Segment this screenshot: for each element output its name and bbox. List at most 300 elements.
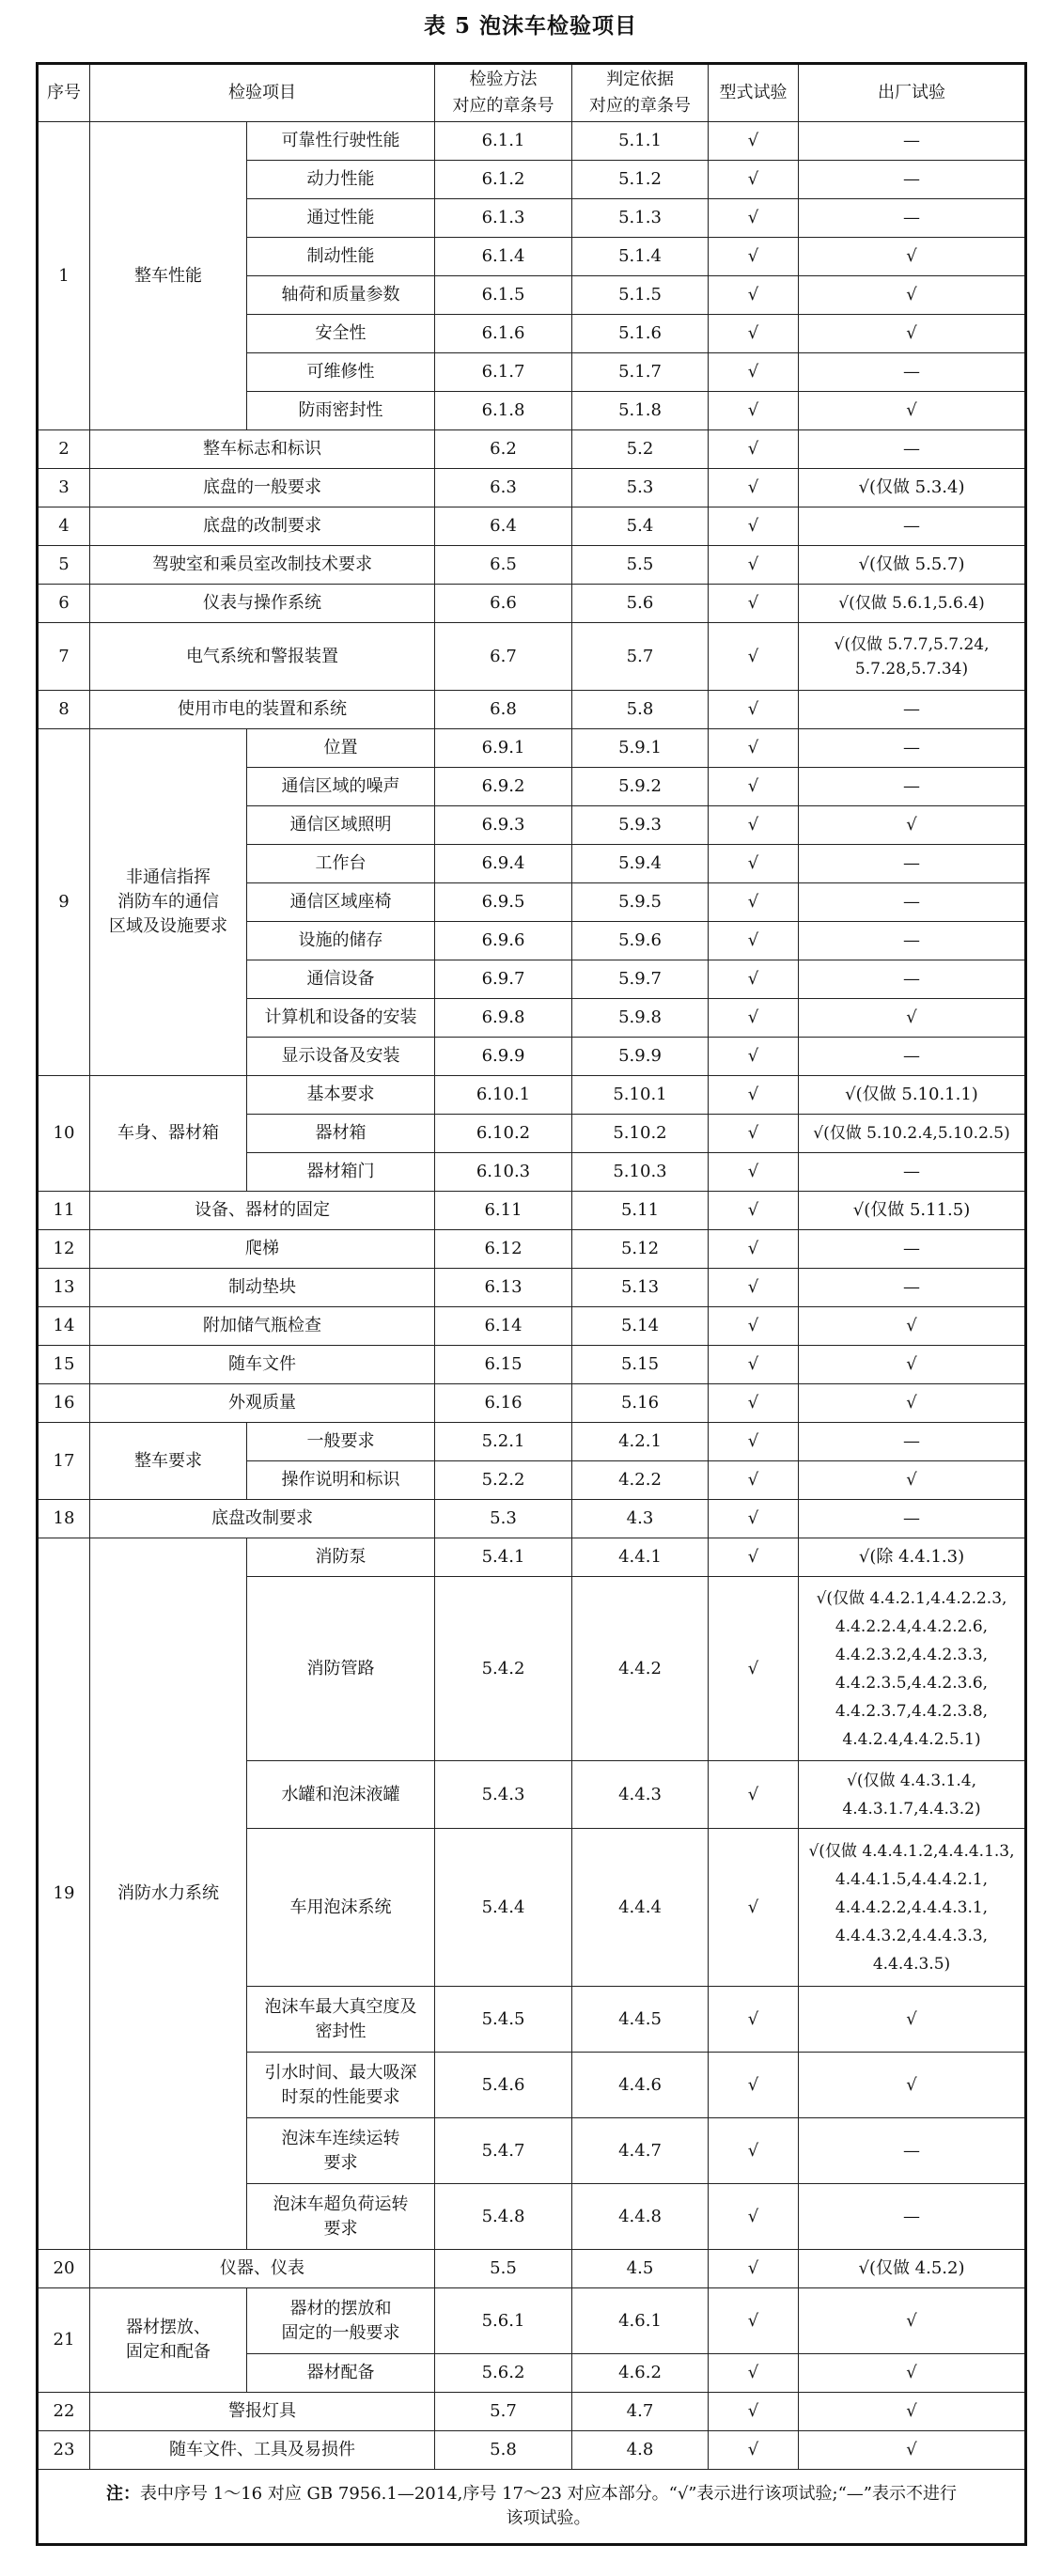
type-test-cell: √ bbox=[709, 883, 799, 922]
item-cell: 电气系统和警报装置 bbox=[90, 623, 435, 691]
method-cell: 5.6.1 bbox=[435, 2288, 572, 2354]
method-cell: 6.8 bbox=[435, 691, 572, 729]
type-test-cell: √ bbox=[709, 122, 799, 161]
type-test-cell: √ bbox=[709, 1346, 799, 1384]
judge-cell: 5.10.2 bbox=[572, 1115, 709, 1153]
factory-test-cell: √(仅做 4.4.3.1.4, 4.4.3.1.7,4.4.3.2) bbox=[799, 1761, 1026, 1829]
judge-cell: 5.14 bbox=[572, 1307, 709, 1346]
type-test-cell: √ bbox=[709, 1230, 799, 1269]
method-cell: 6.9.2 bbox=[435, 768, 572, 806]
type-test-cell: √ bbox=[709, 1384, 799, 1423]
type-test-cell: √ bbox=[709, 430, 799, 469]
seq-cell: 9 bbox=[38, 729, 90, 1076]
table-row bbox=[38, 623, 1026, 691]
method-cell: 6.16 bbox=[435, 1384, 572, 1423]
judge-cell: 5.1.5 bbox=[572, 276, 709, 315]
inspection-table bbox=[36, 62, 1027, 2546]
method-cell: 5.4.4 bbox=[435, 1829, 572, 1987]
table-row bbox=[38, 729, 1026, 768]
seq-cell: 2 bbox=[38, 430, 90, 469]
type-test-cell: √ bbox=[709, 1987, 799, 2053]
sub-item-cell: 设施的储存 bbox=[247, 922, 435, 960]
factory-test-cell: — bbox=[799, 507, 1026, 546]
sub-item-cell: 消防泵 bbox=[247, 1538, 435, 1577]
sub-item-cell: 通过性能 bbox=[247, 199, 435, 238]
factory-test-cell: — bbox=[799, 691, 1026, 729]
method-cell: 6.9.3 bbox=[435, 806, 572, 845]
factory-test-cell: √ bbox=[799, 392, 1026, 430]
type-test-cell: √ bbox=[709, 238, 799, 276]
factory-test-cell: √ bbox=[799, 1461, 1026, 1500]
judge-cell: 5.5 bbox=[572, 546, 709, 585]
header-method: 检验方法 对应的章条号 bbox=[435, 64, 572, 122]
type-test-cell: √ bbox=[709, 353, 799, 392]
type-test-cell: √ bbox=[709, 1269, 799, 1307]
type-test-cell: √ bbox=[709, 960, 799, 999]
type-test-cell: √ bbox=[709, 768, 799, 806]
sub-item-cell: 器材配备 bbox=[247, 2354, 435, 2393]
category-cell: 整车性能 bbox=[90, 122, 247, 430]
type-test-cell: √ bbox=[709, 2393, 799, 2431]
method-cell: 6.6 bbox=[435, 585, 572, 623]
type-test-cell: √ bbox=[709, 2184, 799, 2250]
table-row bbox=[38, 1230, 1026, 1269]
type-test-cell: √ bbox=[709, 922, 799, 960]
sub-item-cell: 可靠性行驶性能 bbox=[247, 122, 435, 161]
item-cell: 底盘的一般要求 bbox=[90, 469, 435, 507]
judge-cell: 4.2.1 bbox=[572, 1423, 709, 1461]
seq-cell: 13 bbox=[38, 1269, 90, 1307]
header-item: 检验项目 bbox=[90, 64, 435, 122]
type-test-cell: √ bbox=[709, 806, 799, 845]
header-seq: 序号 bbox=[38, 64, 90, 122]
seq-cell: 22 bbox=[38, 2393, 90, 2431]
seq-cell: 7 bbox=[38, 623, 90, 691]
method-cell: 6.1.4 bbox=[435, 238, 572, 276]
sub-item-cell: 工作台 bbox=[247, 845, 435, 883]
factory-test-cell: √(仅做 5.10.2.4,5.10.2.5) bbox=[799, 1115, 1026, 1153]
table-row bbox=[38, 585, 1026, 623]
category-cell: 整车要求 bbox=[90, 1423, 247, 1500]
sub-item-cell: 一般要求 bbox=[247, 1423, 435, 1461]
judge-cell: 5.1.6 bbox=[572, 315, 709, 353]
judge-cell: 5.1.7 bbox=[572, 353, 709, 392]
sub-item-cell: 计算机和设备的安装 bbox=[247, 999, 435, 1038]
type-test-cell: √ bbox=[709, 1761, 799, 1829]
factory-test-cell: √ bbox=[799, 2053, 1026, 2118]
table-row bbox=[38, 691, 1026, 729]
table-row bbox=[38, 1076, 1026, 1115]
factory-test-cell: — bbox=[799, 199, 1026, 238]
factory-test-cell: √ bbox=[799, 1987, 1026, 2053]
judge-cell: 5.12 bbox=[572, 1230, 709, 1269]
judge-cell: 5.9.7 bbox=[572, 960, 709, 999]
table-row bbox=[38, 2431, 1026, 2470]
item-cell: 整车标志和标识 bbox=[90, 430, 435, 469]
sub-item-cell: 可维修性 bbox=[247, 353, 435, 392]
method-cell: 6.11 bbox=[435, 1192, 572, 1230]
seq-cell: 14 bbox=[38, 1307, 90, 1346]
table-row bbox=[38, 122, 1026, 161]
judge-cell: 5.9.2 bbox=[572, 768, 709, 806]
sub-item-cell: 轴荷和质量参数 bbox=[247, 276, 435, 315]
judge-cell: 5.9.5 bbox=[572, 883, 709, 922]
sub-item-cell: 显示设备及安装 bbox=[247, 1038, 435, 1076]
sub-item-cell: 泡沫车最大真空度及 密封性 bbox=[247, 1987, 435, 2053]
sub-item-cell: 制动性能 bbox=[247, 238, 435, 276]
header-judge: 判定依据 对应的章条号 bbox=[572, 64, 709, 122]
factory-test-cell: — bbox=[799, 1230, 1026, 1269]
method-cell: 6.1.5 bbox=[435, 276, 572, 315]
judge-cell: 4.4.5 bbox=[572, 1987, 709, 2053]
method-cell: 6.7 bbox=[435, 623, 572, 691]
factory-test-cell: √(仅做 5.11.5) bbox=[799, 1192, 1026, 1230]
factory-test-cell: √(仅做 4.4.4.1.2,4.4.4.1.3, 4.4.4.1.5,4.4.4.2.1, 4.4.4.2.2,4.4.4.3.1, 4.4.4.3.2,4.4.4.3.3, 4.4.4.3.5) bbox=[799, 1829, 1026, 1987]
header-row bbox=[38, 64, 1026, 122]
type-test-cell: √ bbox=[709, 276, 799, 315]
sub-item-cell: 通信区域的噪声 bbox=[247, 768, 435, 806]
method-cell: 6.1.6 bbox=[435, 315, 572, 353]
item-cell: 附加储气瓶检查 bbox=[90, 1307, 435, 1346]
seq-cell: 17 bbox=[38, 1423, 90, 1500]
type-test-cell: √ bbox=[709, 585, 799, 623]
type-test-cell: √ bbox=[709, 1577, 799, 1761]
judge-cell: 5.10.3 bbox=[572, 1153, 709, 1192]
method-cell: 6.1.7 bbox=[435, 353, 572, 392]
item-cell: 驾驶室和乘员室改制技术要求 bbox=[90, 546, 435, 585]
method-cell: 5.8 bbox=[435, 2431, 572, 2470]
type-test-cell: √ bbox=[709, 199, 799, 238]
method-cell: 5.4.2 bbox=[435, 1577, 572, 1761]
method-cell: 6.1.1 bbox=[435, 122, 572, 161]
category-cell: 消防水力系统 bbox=[90, 1538, 247, 2250]
sub-item-cell: 操作说明和标识 bbox=[247, 1461, 435, 1500]
type-test-cell: √ bbox=[709, 315, 799, 353]
judge-cell: 5.9.3 bbox=[572, 806, 709, 845]
method-cell: 5.4.8 bbox=[435, 2184, 572, 2250]
factory-test-cell: — bbox=[799, 122, 1026, 161]
factory-test-cell: — bbox=[799, 2184, 1026, 2250]
seq-cell: 19 bbox=[38, 1538, 90, 2250]
type-test-cell: √ bbox=[709, 845, 799, 883]
type-test-cell: √ bbox=[709, 1538, 799, 1577]
factory-test-cell: √(仅做 5.5.7) bbox=[799, 546, 1026, 585]
factory-test-cell: √ bbox=[799, 1346, 1026, 1384]
method-cell: 6.9.9 bbox=[435, 1038, 572, 1076]
method-cell: 6.9.7 bbox=[435, 960, 572, 999]
seq-cell: 16 bbox=[38, 1384, 90, 1423]
judge-cell: 4.3 bbox=[572, 1500, 709, 1538]
header-factory-test: 出厂试验 bbox=[799, 64, 1026, 122]
factory-test-cell: — bbox=[799, 353, 1026, 392]
type-test-cell: √ bbox=[709, 1307, 799, 1346]
type-test-cell: √ bbox=[709, 392, 799, 430]
method-cell: 6.10.1 bbox=[435, 1076, 572, 1115]
item-cell: 使用市电的装置和系统 bbox=[90, 691, 435, 729]
note-row bbox=[38, 2470, 1026, 2545]
category-cell: 非通信指挥 消防车的通信 区域及设施要求 bbox=[90, 729, 247, 1076]
sub-item-cell: 水罐和泡沫液罐 bbox=[247, 1761, 435, 1829]
judge-cell: 5.9.8 bbox=[572, 999, 709, 1038]
method-cell: 6.13 bbox=[435, 1269, 572, 1307]
judge-cell: 5.1.1 bbox=[572, 122, 709, 161]
type-test-cell: √ bbox=[709, 729, 799, 768]
type-test-cell: √ bbox=[709, 2250, 799, 2288]
item-cell: 设备、器材的固定 bbox=[90, 1192, 435, 1230]
factory-test-cell: — bbox=[799, 922, 1026, 960]
sub-item-cell: 泡沫车连续运转 要求 bbox=[247, 2118, 435, 2184]
seq-cell: 15 bbox=[38, 1346, 90, 1384]
factory-test-cell: √ bbox=[799, 315, 1026, 353]
sub-item-cell: 器材箱门 bbox=[247, 1153, 435, 1192]
factory-test-cell: √ bbox=[799, 276, 1026, 315]
judge-cell: 5.1.4 bbox=[572, 238, 709, 276]
type-test-cell: √ bbox=[709, 1500, 799, 1538]
method-cell: 6.12 bbox=[435, 1230, 572, 1269]
judge-cell: 5.15 bbox=[572, 1346, 709, 1384]
type-test-cell: √ bbox=[709, 2118, 799, 2184]
type-test-cell: √ bbox=[709, 1115, 799, 1153]
item-cell: 底盘改制要求 bbox=[90, 1500, 435, 1538]
sub-item-cell: 通信区域座椅 bbox=[247, 883, 435, 922]
method-cell: 6.9.6 bbox=[435, 922, 572, 960]
judge-cell: 5.1.3 bbox=[572, 199, 709, 238]
factory-test-cell: √(仅做 4.5.2) bbox=[799, 2250, 1026, 2288]
type-test-cell: √ bbox=[709, 691, 799, 729]
method-cell: 6.9.5 bbox=[435, 883, 572, 922]
judge-cell: 4.2.2 bbox=[572, 1461, 709, 1500]
table-title: 表 5 泡沫车检验项目 bbox=[423, 13, 638, 39]
judge-cell: 5.9.4 bbox=[572, 845, 709, 883]
seq-cell: 18 bbox=[38, 1500, 90, 1538]
factory-test-cell: — bbox=[799, 845, 1026, 883]
table-row bbox=[38, 1500, 1026, 1538]
sub-item-cell: 泡沫车超负荷运转 要求 bbox=[247, 2184, 435, 2250]
table-row bbox=[38, 1307, 1026, 1346]
table-row bbox=[38, 1269, 1026, 1307]
type-test-cell: √ bbox=[709, 1076, 799, 1115]
judge-cell: 4.5 bbox=[572, 2250, 709, 2288]
method-cell: 5.3 bbox=[435, 1500, 572, 1538]
factory-test-cell: — bbox=[799, 2118, 1026, 2184]
type-test-cell: √ bbox=[709, 1192, 799, 1230]
factory-test-cell: — bbox=[799, 768, 1026, 806]
factory-test-cell: — bbox=[799, 729, 1026, 768]
factory-test-cell: — bbox=[799, 1269, 1026, 1307]
type-test-cell: √ bbox=[709, 999, 799, 1038]
factory-test-cell: √(除 4.4.1.3) bbox=[799, 1538, 1026, 1577]
sub-item-cell: 安全性 bbox=[247, 315, 435, 353]
sub-item-cell: 防雨密封性 bbox=[247, 392, 435, 430]
judge-cell: 4.6.1 bbox=[572, 2288, 709, 2354]
judge-cell: 5.16 bbox=[572, 1384, 709, 1423]
seq-cell: 1 bbox=[38, 122, 90, 430]
category-cell: 器材摆放、 固定和配备 bbox=[90, 2288, 247, 2393]
method-cell: 6.1.3 bbox=[435, 199, 572, 238]
sub-item-cell: 车用泡沫系统 bbox=[247, 1829, 435, 1987]
sub-item-cell: 器材的摆放和 固定的一般要求 bbox=[247, 2288, 435, 2354]
table-row bbox=[38, 1192, 1026, 1230]
method-cell: 5.4.5 bbox=[435, 1987, 572, 2053]
method-cell: 6.9.1 bbox=[435, 729, 572, 768]
factory-test-cell: √ bbox=[799, 2393, 1026, 2431]
table-row bbox=[38, 1346, 1026, 1384]
factory-test-cell: — bbox=[799, 430, 1026, 469]
method-cell: 5.4.3 bbox=[435, 1761, 572, 1829]
factory-test-cell: — bbox=[799, 1423, 1026, 1461]
note-text-line2: 该项试验。 bbox=[506, 2508, 591, 2528]
judge-cell: 4.4.2 bbox=[572, 1577, 709, 1761]
item-cell: 底盘的改制要求 bbox=[90, 507, 435, 546]
judge-cell: 5.2 bbox=[572, 430, 709, 469]
method-cell: 6.14 bbox=[435, 1307, 572, 1346]
judge-cell: 4.4.7 bbox=[572, 2118, 709, 2184]
judge-cell: 5.9.6 bbox=[572, 922, 709, 960]
type-test-cell: √ bbox=[709, 469, 799, 507]
type-test-cell: √ bbox=[709, 1423, 799, 1461]
method-cell: 5.6.2 bbox=[435, 2354, 572, 2393]
table-row bbox=[38, 507, 1026, 546]
judge-cell: 4.4.6 bbox=[572, 2053, 709, 2118]
method-cell: 6.10.3 bbox=[435, 1153, 572, 1192]
sub-item-cell: 器材箱 bbox=[247, 1115, 435, 1153]
judge-cell: 4.8 bbox=[572, 2431, 709, 2470]
type-test-cell: √ bbox=[709, 1829, 799, 1987]
table-row bbox=[38, 1384, 1026, 1423]
factory-test-cell: — bbox=[799, 960, 1026, 999]
item-cell: 随车文件、工具及易损件 bbox=[90, 2431, 435, 2470]
method-cell: 5.4.1 bbox=[435, 1538, 572, 1577]
table-row bbox=[38, 1423, 1026, 1461]
sub-item-cell: 动力性能 bbox=[247, 161, 435, 199]
table-row bbox=[38, 469, 1026, 507]
factory-test-cell: — bbox=[799, 161, 1026, 199]
judge-cell: 5.13 bbox=[572, 1269, 709, 1307]
seq-cell: 12 bbox=[38, 1230, 90, 1269]
type-test-cell: √ bbox=[709, 161, 799, 199]
factory-test-cell: √(仅做 5.7.7,5.7.24, 5.7.28,5.7.34) bbox=[799, 623, 1026, 691]
note-text-line1: 表中序号 1～16 对应 GB 7956.1—2014,序号 17～23 对应本部分。“√”表示进行该项试验;“—”表示不进行 bbox=[140, 2484, 957, 2504]
judge-cell: 4.4.3 bbox=[572, 1761, 709, 1829]
factory-test-cell: √(仅做 5.6.1,5.6.4) bbox=[799, 585, 1026, 623]
factory-test-cell: √ bbox=[799, 1384, 1026, 1423]
sub-item-cell: 通信设备 bbox=[247, 960, 435, 999]
judge-cell: 5.1.2 bbox=[572, 161, 709, 199]
type-test-cell: √ bbox=[709, 2354, 799, 2393]
judge-cell: 5.1.8 bbox=[572, 392, 709, 430]
factory-test-cell: √ bbox=[799, 1307, 1026, 1346]
seq-cell: 3 bbox=[38, 469, 90, 507]
item-cell: 警报灯具 bbox=[90, 2393, 435, 2431]
note-label: 注： bbox=[106, 2484, 141, 2504]
judge-cell: 4.4.1 bbox=[572, 1538, 709, 1577]
item-cell: 仪器、仪表 bbox=[90, 2250, 435, 2288]
judge-cell: 5.9.1 bbox=[572, 729, 709, 768]
seq-cell: 5 bbox=[38, 546, 90, 585]
method-cell: 6.9.8 bbox=[435, 999, 572, 1038]
method-cell: 6.2 bbox=[435, 430, 572, 469]
type-test-cell: √ bbox=[709, 2288, 799, 2354]
factory-test-cell: √ bbox=[799, 999, 1026, 1038]
method-cell: 6.15 bbox=[435, 1346, 572, 1384]
method-cell: 5.2.2 bbox=[435, 1461, 572, 1500]
judge-cell: 5.8 bbox=[572, 691, 709, 729]
judge-cell: 5.6 bbox=[572, 585, 709, 623]
factory-test-cell: √ bbox=[799, 238, 1026, 276]
factory-test-cell: √(仅做 5.3.4) bbox=[799, 469, 1026, 507]
factory-test-cell: — bbox=[799, 1038, 1026, 1076]
judge-cell: 4.6.2 bbox=[572, 2354, 709, 2393]
table-row bbox=[38, 430, 1026, 469]
method-cell: 5.4.7 bbox=[435, 2118, 572, 2184]
table-row bbox=[38, 546, 1026, 585]
item-cell: 外观质量 bbox=[90, 1384, 435, 1423]
item-cell: 仪表与操作系统 bbox=[90, 585, 435, 623]
sub-item-cell: 位置 bbox=[247, 729, 435, 768]
method-cell: 6.5 bbox=[435, 546, 572, 585]
seq-cell: 10 bbox=[38, 1076, 90, 1192]
method-cell: 6.1.2 bbox=[435, 161, 572, 199]
judge-cell: 5.10.1 bbox=[572, 1076, 709, 1115]
sub-item-cell: 通信区域照明 bbox=[247, 806, 435, 845]
method-cell: 6.9.4 bbox=[435, 845, 572, 883]
factory-test-cell: √ bbox=[799, 2354, 1026, 2393]
type-test-cell: √ bbox=[709, 1461, 799, 1500]
factory-test-cell: √ bbox=[799, 806, 1026, 845]
method-cell: 5.2.1 bbox=[435, 1423, 572, 1461]
judge-cell: 4.4.8 bbox=[572, 2184, 709, 2250]
factory-test-cell: — bbox=[799, 1153, 1026, 1192]
seq-cell: 21 bbox=[38, 2288, 90, 2393]
type-test-cell: √ bbox=[709, 1153, 799, 1192]
factory-test-cell: √ bbox=[799, 2431, 1026, 2470]
seq-cell: 20 bbox=[38, 2250, 90, 2288]
judge-cell: 5.7 bbox=[572, 623, 709, 691]
type-test-cell: √ bbox=[709, 507, 799, 546]
judge-cell: 4.7 bbox=[572, 2393, 709, 2431]
seq-cell: 4 bbox=[38, 507, 90, 546]
method-cell: 5.7 bbox=[435, 2393, 572, 2431]
factory-test-cell: — bbox=[799, 1500, 1026, 1538]
method-cell: 6.4 bbox=[435, 507, 572, 546]
item-cell: 爬梯 bbox=[90, 1230, 435, 1269]
method-cell: 5.5 bbox=[435, 2250, 572, 2288]
type-test-cell: √ bbox=[709, 546, 799, 585]
method-cell: 6.10.2 bbox=[435, 1115, 572, 1153]
table-row bbox=[38, 2250, 1026, 2288]
table-row bbox=[38, 1538, 1026, 1577]
type-test-cell: √ bbox=[709, 2053, 799, 2118]
factory-test-cell: √(仅做 4.4.2.1,4.4.2.2.3, 4.4.2.2.4,4.4.2.2.6, 4.4.2.3.2,4.4.2.3.3, 4.4.2.3.5,4.4.2.3.6, 4.4.2.3.7,4.4.2.3.8, 4.4.2.4,4.4.2.5.1) bbox=[799, 1577, 1026, 1761]
item-cell: 随车文件 bbox=[90, 1346, 435, 1384]
factory-test-cell: √(仅做 5.10.1.1) bbox=[799, 1076, 1026, 1115]
judge-cell: 5.3 bbox=[572, 469, 709, 507]
category-cell: 车身、器材箱 bbox=[90, 1076, 247, 1192]
judge-cell: 5.4 bbox=[572, 507, 709, 546]
factory-test-cell: — bbox=[799, 883, 1026, 922]
seq-cell: 6 bbox=[38, 585, 90, 623]
type-test-cell: √ bbox=[709, 1038, 799, 1076]
table-note bbox=[38, 2470, 1026, 2545]
method-cell: 6.1.8 bbox=[435, 392, 572, 430]
sub-item-cell: 基本要求 bbox=[247, 1076, 435, 1115]
seq-cell: 23 bbox=[38, 2431, 90, 2470]
factory-test-cell: √ bbox=[799, 2288, 1026, 2354]
seq-cell: 11 bbox=[38, 1192, 90, 1230]
judge-cell: 5.9.9 bbox=[572, 1038, 709, 1076]
table-row bbox=[38, 2393, 1026, 2431]
item-cell: 制动垫块 bbox=[90, 1269, 435, 1307]
